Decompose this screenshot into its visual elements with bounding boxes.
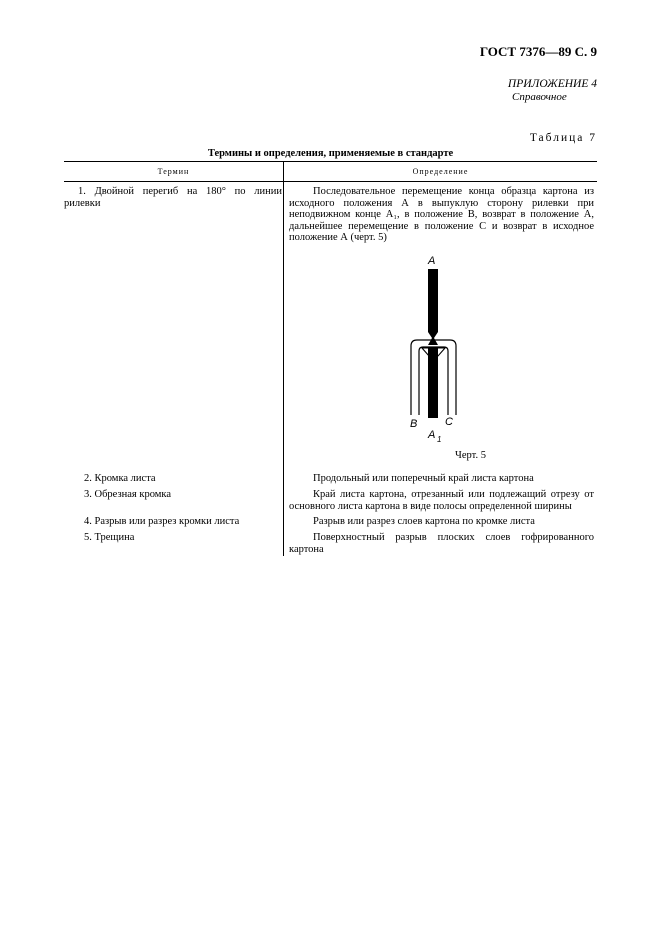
table-top-rule (64, 161, 597, 162)
figure-label-a1-sub: 1 (437, 435, 442, 442)
figure-label-b: B (410, 418, 418, 430)
table-row-definition: Разрыв или разрез слоев картона по кромке листа (313, 516, 535, 527)
figure-label-a1: A (428, 429, 436, 441)
table-row-term: 1. Двойной перегиб на 180° по линии рилевки (64, 186, 282, 209)
appendix-subtitle: Справочное (512, 91, 567, 103)
table-row-term: 4. Разрыв или разрез кромки листа (84, 516, 240, 527)
table-row-definition: Продольный или поперечный край листа картона (313, 473, 534, 484)
column-header-term: Термин (157, 167, 190, 176)
table-column-divider (283, 161, 284, 556)
figure-5-bending-diagram (398, 252, 470, 442)
table-title: Термины и определения, применяемые в стандарте (207, 148, 454, 159)
sample-strip-upper (428, 269, 438, 345)
table-row-term: 2. Кромка листа (84, 473, 156, 484)
table-header-rule (64, 181, 597, 182)
table-row-term: 3. Обрезная кромка (84, 489, 171, 500)
figure-caption: Черт. 5 (455, 450, 486, 461)
table-row-definition: Поверхностный разрыв плоских слоев гофрированного картона (289, 532, 594, 555)
table-number: Таблица 7 (529, 132, 597, 144)
sample-strip-lower (428, 348, 438, 418)
figure-label-c: C (445, 416, 453, 428)
table-row-definition: Последовательное перемещение конца образца картона из исходного положения А в выпуклую сторону рилевки при неподвижном конце А₁, в положение В, возврат в положение А, дальнейшее перемещение в положение С и возврат в исходное положение А (черт. 5) (289, 186, 594, 244)
document-header: ГОСТ 7376—89 С. 9 (479, 44, 597, 59)
column-header-definition: Определение (412, 167, 469, 176)
table-row-term: 5. Трещина (84, 532, 135, 543)
table-row-definition: Край листа картона, отрезанный или подлежащий отрезу от основного листа картона в виде полосы определенной ширины (289, 489, 594, 512)
appendix-title: ПРИЛОЖЕНИЕ 4 (507, 78, 597, 90)
figure-label-a: A (428, 255, 436, 267)
